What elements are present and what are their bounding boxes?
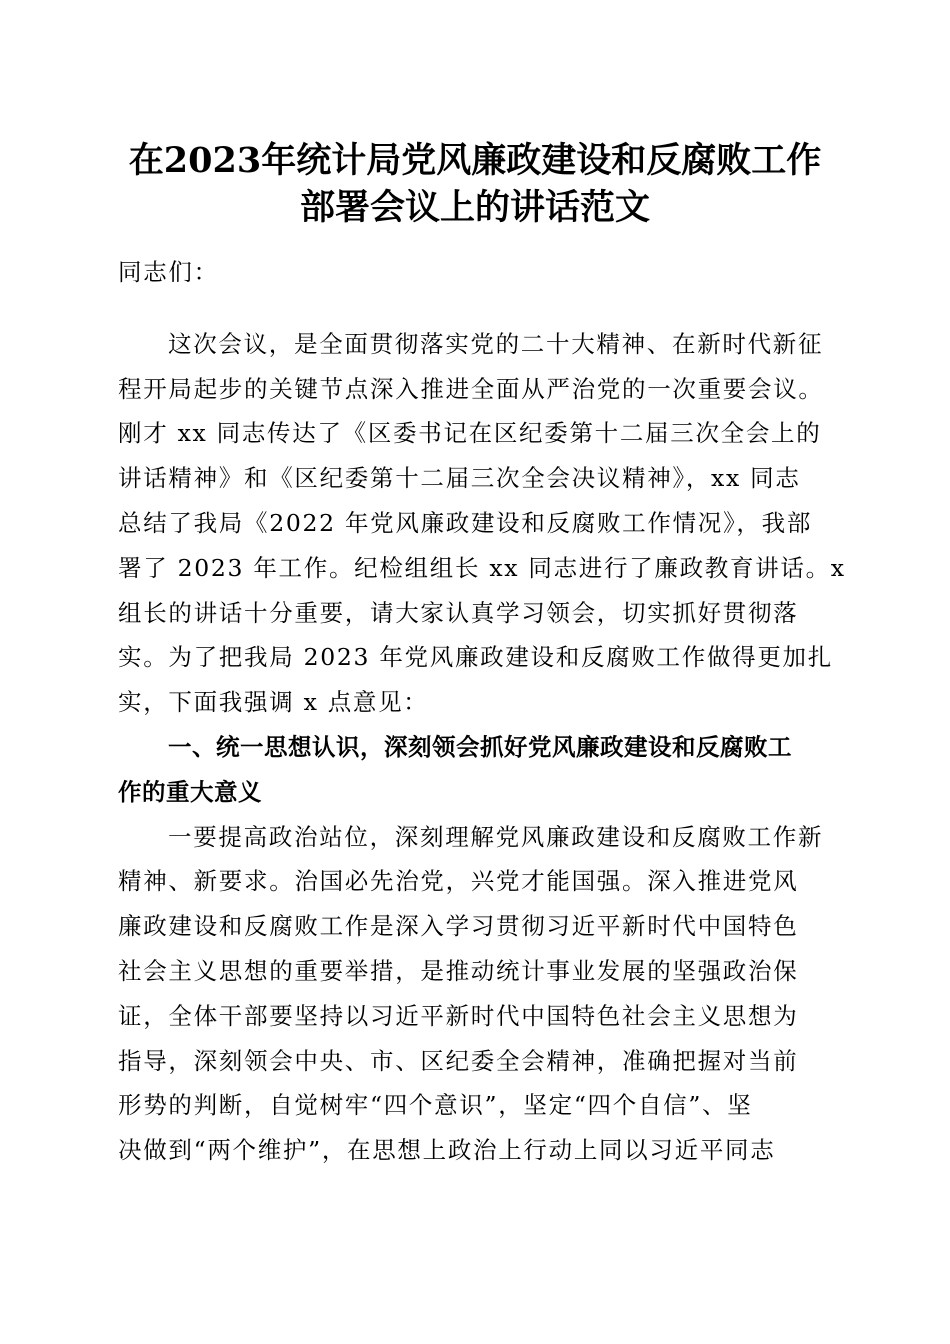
text-line: 形势的判断，自觉树牢“四个意识”，坚定“四个自信”、坚 xyxy=(118,1091,753,1120)
paragraph-section-1 xyxy=(118,815,848,1173)
text-line: 廉政建设和反腐败工作是深入学习贯彻习近平新时代中国特色 xyxy=(118,912,799,941)
document-body xyxy=(118,250,848,1173)
text-line: 刚才 xx 同志传达了《区委书记在区纪委第十二届三次全会上的 xyxy=(118,419,822,448)
text-line: 决做到“两个维护”，在思想上政治上行动上同以习近平同志 xyxy=(118,1136,776,1165)
text-line: 证，全体干部要坚持以习近平新时代中国特色社会主义思想为 xyxy=(118,1001,799,1030)
title-line: 部署会议上的讲话范文 xyxy=(299,187,650,228)
text-line: 程开局起步的关键节点深入推进全面从严治党的一次重要会议。 xyxy=(118,374,824,403)
text-line: 署了 2023 年工作。纪检组组长 xx 同志进行了廉政教育讲话。x xyxy=(118,553,846,582)
text-line: 一要提高政治站位，深刻理解党风廉政建设和反腐败工作新 xyxy=(168,822,824,851)
text-line: 实，下面我强调 x 点意见： xyxy=(118,688,429,717)
heading-line: 一、统一思想认识，深刻领会抓好党风廉政建设和反腐败工 xyxy=(168,732,792,761)
heading-line: 作的重大意义 xyxy=(118,777,262,806)
text-line: 社会主义思想的重要举措，是推动统计事业发展的坚强政治保 xyxy=(118,956,799,985)
text-line: 实。为了把我局 2023 年党风廉政建设和反腐败工作做得更加扎 xyxy=(118,643,833,672)
text-line: 讲话精神》和《区纪委第十二届三次全会决议精神》，xx 同志 xyxy=(118,464,801,493)
text-line: 精神、新要求。治国必先治党，兴党才能国强。深入推进党风 xyxy=(118,867,799,896)
section-heading xyxy=(118,725,848,815)
text-line: 组长的讲话十分重要，请大家认真学习领会，切实抓好贯彻落 xyxy=(118,598,799,627)
document-title xyxy=(0,137,950,231)
text-line: 这次会议，是全面贯彻落实党的二十大精神、在新时代新征 xyxy=(168,329,824,358)
salutation: 同志们： xyxy=(118,258,219,286)
text-line: 总结了我局《2022 年党风廉政建设和反腐败工作情况》，我部 xyxy=(118,508,813,537)
paragraph-intro xyxy=(118,322,848,725)
text-line: 指导，深刻领会中央、市、区纪委全会精神，准确把握对当前 xyxy=(118,1046,799,1075)
title-line: 在2023年统计局党风廉政建设和反腐败工作 xyxy=(128,140,822,181)
